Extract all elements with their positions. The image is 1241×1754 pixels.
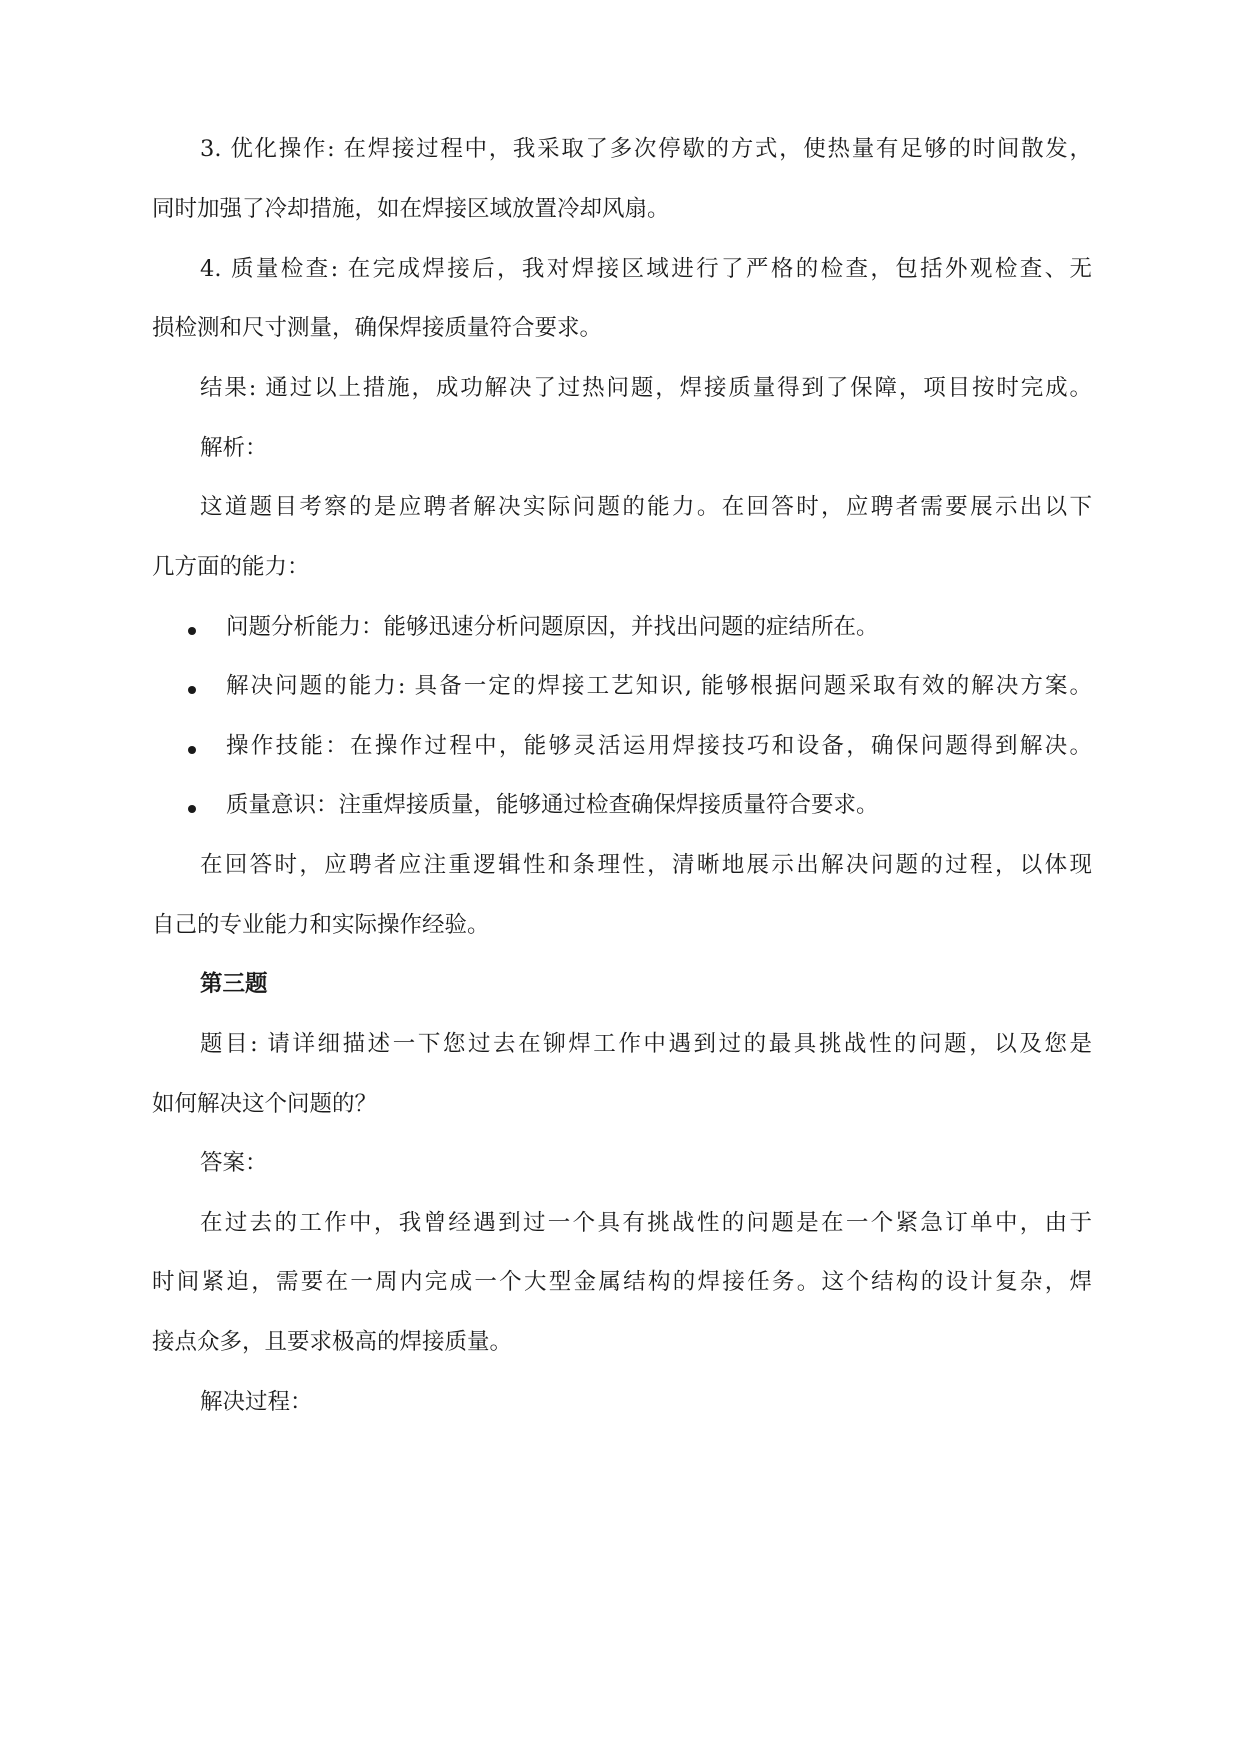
answer-line-2: 时间紧迫，需要在一周内完成一个大型金属结构的焊接任务。这个结构的设计复杂，焊 <box>152 1269 1092 1295</box>
analysis-intro-line-1: 这道题目考察的是应聘者解决实际问题的能力。在回答时，应聘者需要展示出以下 <box>200 494 1092 520</box>
result-paragraph: 结果: 通过以上措施，成功解决了过热问题，焊接质量得到了保障，项目按时完成。 <box>200 375 1092 401</box>
process-label: 解决过程： <box>200 1389 313 1415</box>
answer-line-3: 接点众多，且要求极高的焊接质量。 <box>152 1329 513 1355</box>
quality-line-2: 损检测和尺寸测量，确保焊接质量符合要求。 <box>152 315 603 341</box>
bullet-item: 质量意识：注重焊接质量，能够通过检查确保焊接质量符合要求。 <box>226 792 879 818</box>
answer-label: 答案： <box>200 1150 268 1176</box>
conclusion-line-2: 自己的专业能力和实际操作经验。 <box>152 912 490 938</box>
question-line-1: 题目: 请详细描述一下您过去在铆焊工作中遇到过的最具挑战性的问题，以及您是 <box>200 1031 1092 1057</box>
quality-line-1: 4. 质量检查: 在完成焊接后，我对焊接区域进行了严格的检查，包括外观检查、无 <box>200 256 1092 282</box>
conclusion-line-1: 在回答时，应聘者应注重逻辑性和条理性，清晰地展示出解决问题的过程，以体现 <box>200 852 1092 878</box>
bullet-dot <box>188 686 196 694</box>
analysis-intro-line-2: 几方面的能力： <box>152 554 310 580</box>
optimize-line-1: 3. 优化操作: 在焊接过程中，我采取了多次停歇的方式，使热量有足够的时间散发， <box>200 136 1092 162</box>
question-line-2: 如何解决这个问题的？ <box>152 1091 378 1117</box>
analysis-label: 解析： <box>200 435 268 461</box>
bullet-item: 解决问题的能力: 具备一定的焊接工艺知识, 能够根据问题采取有效的解决方案。 <box>226 673 1092 699</box>
bullet-item: 问题分析能力：能够迅速分析问题原因，并找出问题的症结所在。 <box>226 614 879 640</box>
bullet-dot <box>188 805 196 813</box>
bullet-dot <box>188 746 196 754</box>
section-title: 第三题 <box>200 971 268 997</box>
bullet-dot <box>188 627 196 635</box>
answer-line-1: 在过去的工作中，我曾经遇到过一个具有挑战性的问题是在一个紧急订单中，由于 <box>200 1210 1092 1236</box>
bullet-item: 操作技能：在操作过程中，能够灵活运用焊接技巧和设备，确保问题得到解决。 <box>226 733 1092 759</box>
optimize-line-2: 同时加强了冷却措施，如在焊接区域放置冷却风扇。 <box>152 196 670 222</box>
